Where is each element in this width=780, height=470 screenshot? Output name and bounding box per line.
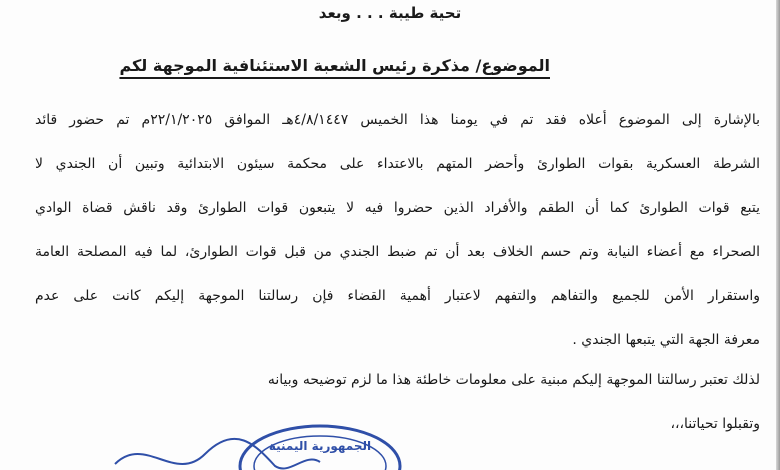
body-line: معرفة الجهة التي يتبعها الجندي . xyxy=(572,332,760,348)
greeting: تحية طيبة . . . وبعد xyxy=(318,4,462,22)
body-line: الشرطة العسكرية بقوات الطوارئ وأحضر المتهم بالاعتداء على محكمة سيئون الابتدائية وتبين أن الجندي لا xyxy=(35,156,760,172)
letter-body xyxy=(35,98,760,362)
closing-regards: وتقبلوا تحياتنا،،، xyxy=(670,416,760,432)
official-stamp xyxy=(105,404,405,470)
body-line: يتبع قوات الطوارئ كما أن الطقم والأفراد الذين حضروا فيه لا يتبعون قوات الطوارئ وقد ناقش قضاة الوادي xyxy=(35,200,760,216)
closing-line: لذلك تعتبر رسالتنا الموجهة إليكم مبنية على معلومات خاطئة هذا ما لزم توضيحه وبيانه xyxy=(267,372,760,388)
body-line: واستقرار الأمن للجميع والتفاهم والتفهم لاعتبار أهمية القضاء فإن رسالتنا الموجهة إليكم كانت على عدم xyxy=(35,288,760,304)
page-edge xyxy=(776,0,780,470)
body-line: بالإشارة إلى الموضوع أعلاه فقد تم في يومنا هذا الخميس ٤/٨/١٤٤٧هـ الموافق ٢٢/١/٢٠٢٥م تم حضور قائد xyxy=(35,112,760,128)
stamp-text: الجمهورية اليمنية xyxy=(268,439,372,453)
body-line: الصحراء مع أعضاء النيابة وتم حسم الخلاف بعد أن تم ضبط الجندي من قبل قوات الطوارئ، لما فيه المصلحة العامة xyxy=(35,244,760,260)
subject-line: الموضوع/ مذكرة رئيس الشعبة الاستئنافية الموجهة لكم xyxy=(119,56,550,75)
